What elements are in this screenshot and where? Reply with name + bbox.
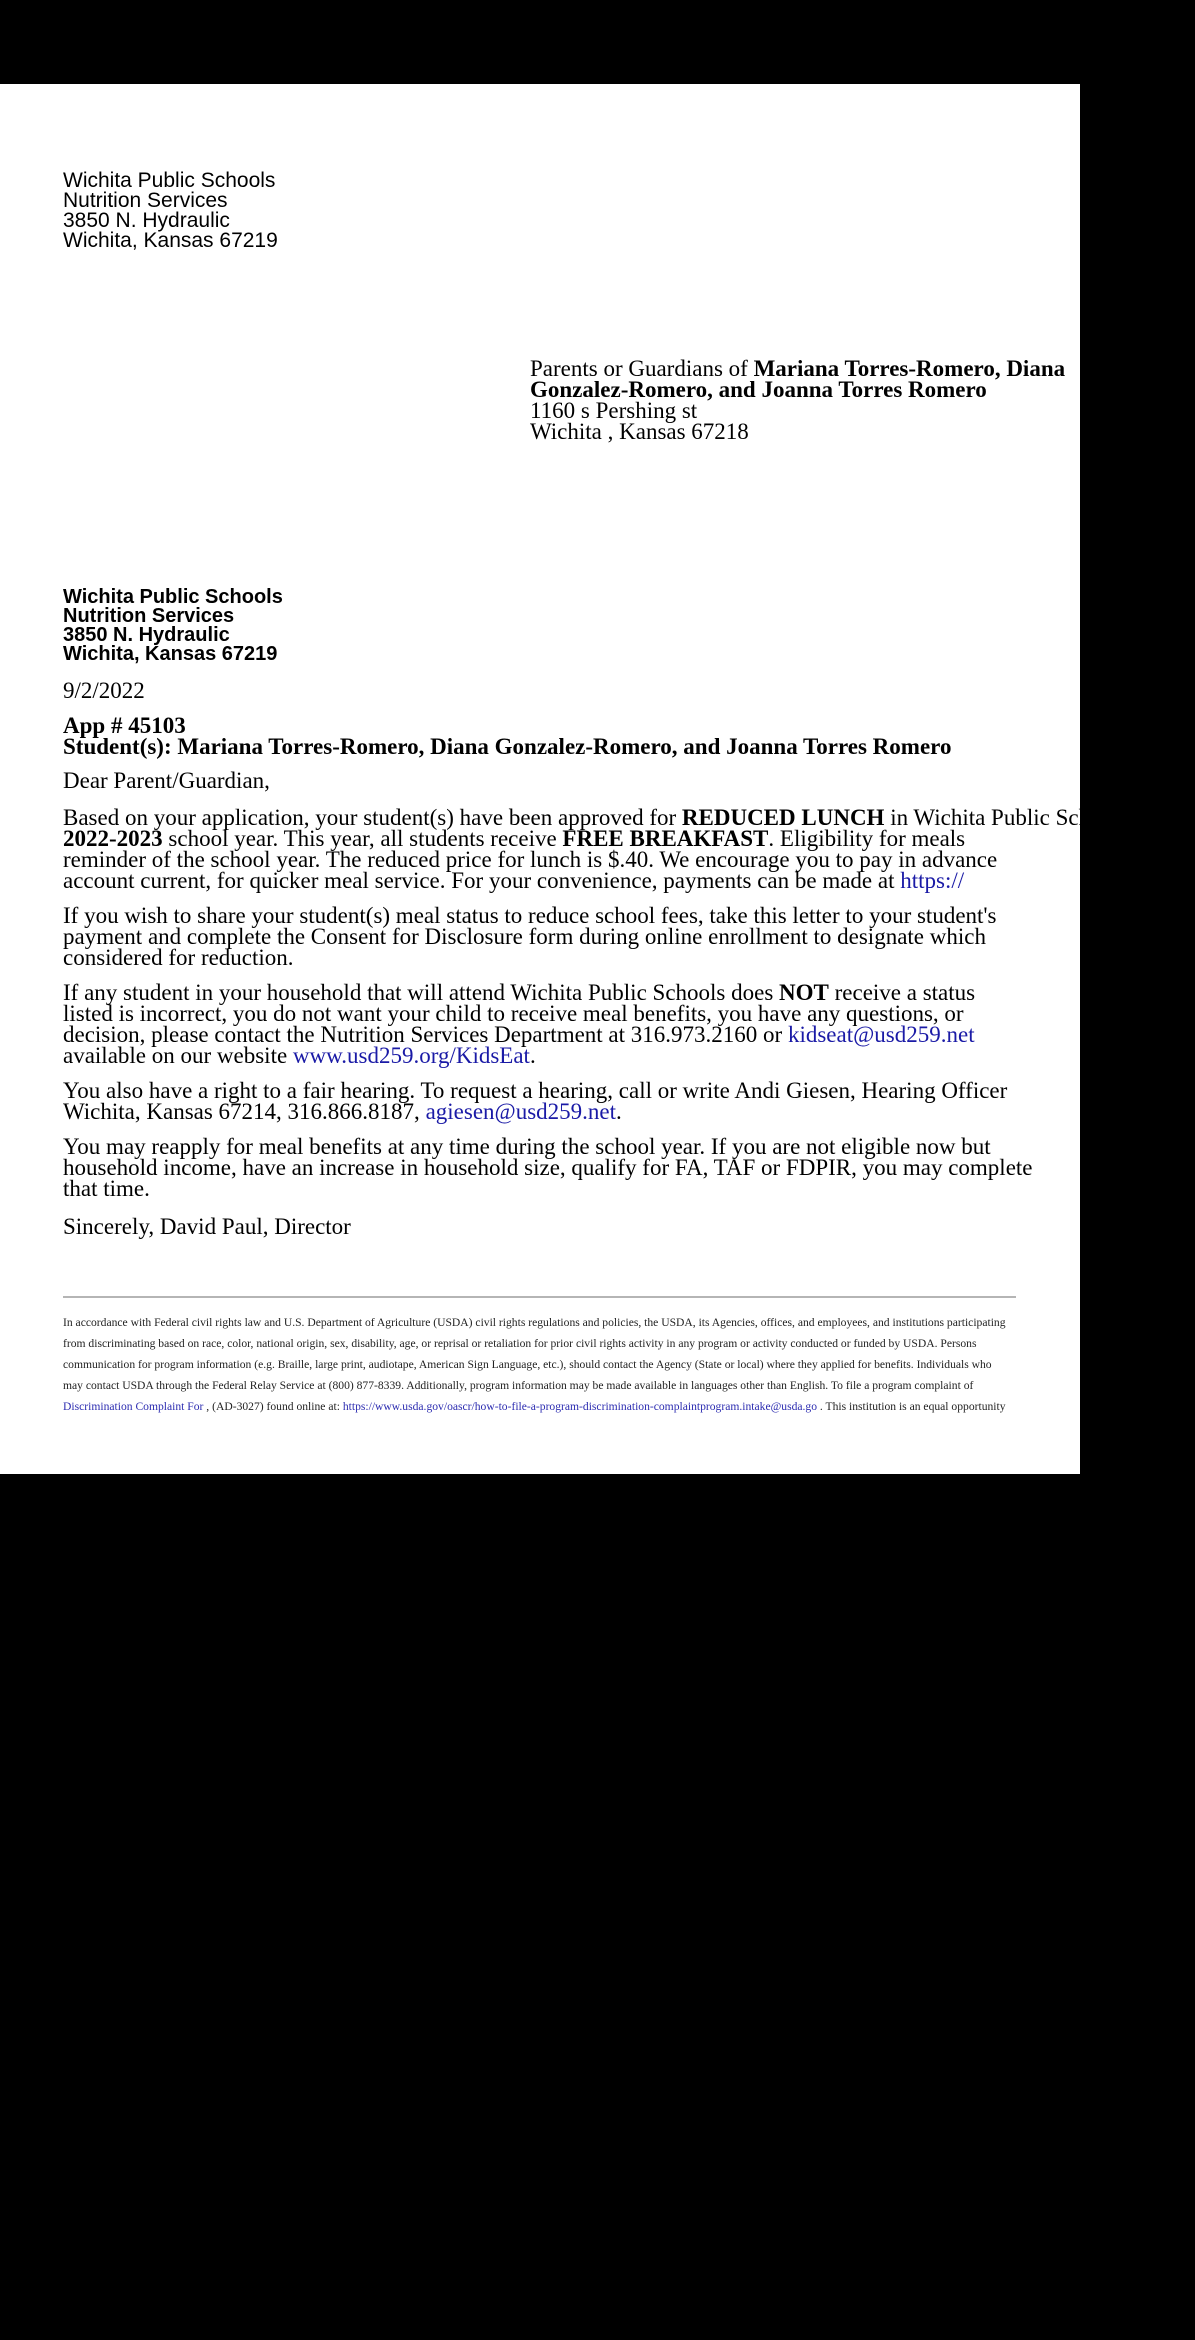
recipient-address bbox=[530, 358, 1065, 442]
paragraph-approval bbox=[63, 805, 1195, 893]
text-span: receive a status bbox=[828, 980, 976, 1005]
recipient-city: Wichita , Kansas 67218 bbox=[530, 419, 749, 444]
paragraph-hearing bbox=[63, 1080, 1103, 1122]
hearing-email-link[interactable]: agiesen@usd259.net bbox=[425, 1099, 617, 1124]
recipient-names-1: Mariana Torres-Romero, Diana bbox=[753, 356, 1066, 381]
text-line bbox=[63, 1045, 1103, 1066]
text-line: If you wish to share your student(s) meal status to reduce school fees, take this letter to your student's bbox=[63, 903, 997, 928]
text-line bbox=[63, 1024, 1103, 1045]
text-span: If any student in your household that will attend Wichita Public Schools does bbox=[63, 980, 780, 1005]
text-line: listed is incorrect, you do not want your child to receive meal benefits, you have any questions, or bbox=[63, 1001, 964, 1026]
return-address bbox=[63, 171, 278, 251]
payment-link[interactable]: https:// bbox=[900, 868, 965, 893]
not-emphasis: NOT bbox=[779, 980, 829, 1005]
free-breakfast-emphasis: FREE BREAKFAST bbox=[562, 826, 769, 851]
text-line: household income, have an increase in household size, qualify for FA, TAF or FDPIR, you may complete bbox=[63, 1155, 1033, 1180]
text-span: Based on your application, your student(s) have been approved for bbox=[63, 805, 682, 830]
return-address-line: 3850 N. Hydraulic bbox=[63, 209, 230, 232]
signature: Sincerely, David Paul, Director bbox=[63, 1214, 351, 1239]
text-span: Wichita, Kansas 67214, 316.866.8187, bbox=[63, 1099, 426, 1124]
text-line bbox=[63, 1101, 1103, 1122]
letterhead-line: Wichita, Kansas 67219 bbox=[63, 643, 278, 665]
text-span: in Wichita Public Schools for the bbox=[884, 805, 1195, 830]
text-line bbox=[63, 982, 1103, 1003]
application-info bbox=[63, 715, 1103, 757]
text-span: school year. This year, all students receive bbox=[162, 826, 563, 851]
text-line: that time. bbox=[63, 1176, 150, 1201]
letter-date: 9/2/2022 bbox=[63, 678, 145, 703]
students-line: Student(s): Mariana Torres-Romero, Diana Gonzalez-Romero, and Joanna Torres Romero bbox=[63, 734, 952, 759]
text-span: , (AD-3027) found online at: bbox=[203, 1400, 343, 1413]
text-span: available on our website bbox=[63, 1043, 293, 1068]
disclaimer-line bbox=[63, 1396, 1016, 1417]
divider bbox=[63, 1296, 1016, 1298]
return-address-line: Wichita, Kansas 67219 bbox=[63, 229, 278, 252]
paragraph-reapply bbox=[63, 1136, 1103, 1199]
text-line: reminder of the school year. The reduced price for lunch is $.40. We encourage you to pay in advance bbox=[63, 847, 998, 872]
disclaimer-line: from discriminating based on race, color, national origin, sex, disability, age, or reprisal or retaliation for prior civil rights activity in any program or activity conducted or funded by USDA. Persons bbox=[63, 1337, 977, 1350]
return-address-line: Wichita Public Schools bbox=[63, 169, 276, 192]
text-line: considered for reduction. bbox=[63, 945, 294, 970]
text-line: You may reapply for meal benefits at any time during the school year. If you are not eligible now but bbox=[63, 1134, 991, 1159]
letterhead-line: Nutrition Services bbox=[63, 605, 235, 627]
text-line: payment and complete the Consent for Disclosure form during online enrollment to designate which bbox=[63, 924, 986, 949]
text-span: decision, please contact the Nutrition Services Department at 316.973.2160 or bbox=[63, 1022, 788, 1047]
letterhead-line: Wichita Public Schools bbox=[63, 586, 283, 608]
letter-body bbox=[63, 678, 1195, 1239]
kidseat-website-link[interactable]: www.usd259.org/KidsEat bbox=[292, 1043, 530, 1068]
text-line bbox=[63, 805, 1195, 830]
recipient-line-1 bbox=[530, 358, 1065, 379]
app-number: App # 45103 bbox=[63, 713, 186, 738]
letter-page bbox=[0, 84, 1195, 1474]
text-line: You also have a right to a fair hearing. To request a hearing, call or write Andi Giesen, Hearing Officer bbox=[63, 1078, 1008, 1103]
disclaimer-line: communication for program information (e.g. Braille, large print, audiotape, American Sign Language, etc.), should contact the Agency (State or local) where they applied for benefits. Individuals who bbox=[63, 1358, 992, 1371]
text-span: . bbox=[529, 1043, 536, 1068]
text-span: . Eligibility for meals bbox=[768, 826, 966, 851]
paragraph-fees bbox=[63, 905, 1103, 968]
paragraph-contact bbox=[63, 982, 1103, 1066]
recipient-line-2 bbox=[530, 379, 1065, 400]
nondiscrimination-statement bbox=[63, 1312, 1073, 1417]
text-span: . bbox=[616, 1099, 622, 1124]
recipient-names-2: Gonzalez-Romero, and Joanna Torres Romero bbox=[530, 377, 987, 402]
text-line bbox=[63, 828, 1103, 849]
text-span: . This institution is an equal opportunity bbox=[817, 1400, 1006, 1413]
reduced-lunch-emphasis: REDUCED LUNCH bbox=[681, 805, 885, 830]
return-address-line: Nutrition Services bbox=[63, 189, 228, 212]
letterhead bbox=[63, 588, 283, 664]
recipient-street: 1160 s Pershing st bbox=[530, 398, 698, 423]
salutation: Dear Parent/Guardian, bbox=[63, 768, 270, 793]
school-year-emphasis: 2022-2023 bbox=[63, 826, 163, 851]
kidseat-email-link[interactable]: kidseat@usd259.net bbox=[787, 1022, 975, 1047]
text-line bbox=[63, 870, 1103, 891]
disclaimer-line: In accordance with Federal civil rights law and U.S. Department of Agriculture (USDA) civil rights regulations and policies, the USDA, its Agencies, offices, and employees, and institutions participating bbox=[63, 1316, 1006, 1329]
recipient-prefix: Parents or Guardians of bbox=[530, 356, 754, 381]
letterhead-line: 3850 N. Hydraulic bbox=[63, 624, 230, 646]
complaint-form-link[interactable]: Discrimination Complaint For bbox=[63, 1400, 204, 1413]
disclaimer-line: may contact USDA through the Federal Relay Service at (800) 877-8339. Additionally, program information may be made available in languages other than English. To file a program complaint of bbox=[63, 1379, 974, 1392]
text-span: account current, for quicker meal service. For your convenience, payments can be made at bbox=[63, 868, 901, 893]
usda-complaint-link[interactable]: https://www.usda.gov/oascr/how-to-file-a-program-discrimination-complaintprogram.intake@usda.go bbox=[342, 1400, 818, 1413]
